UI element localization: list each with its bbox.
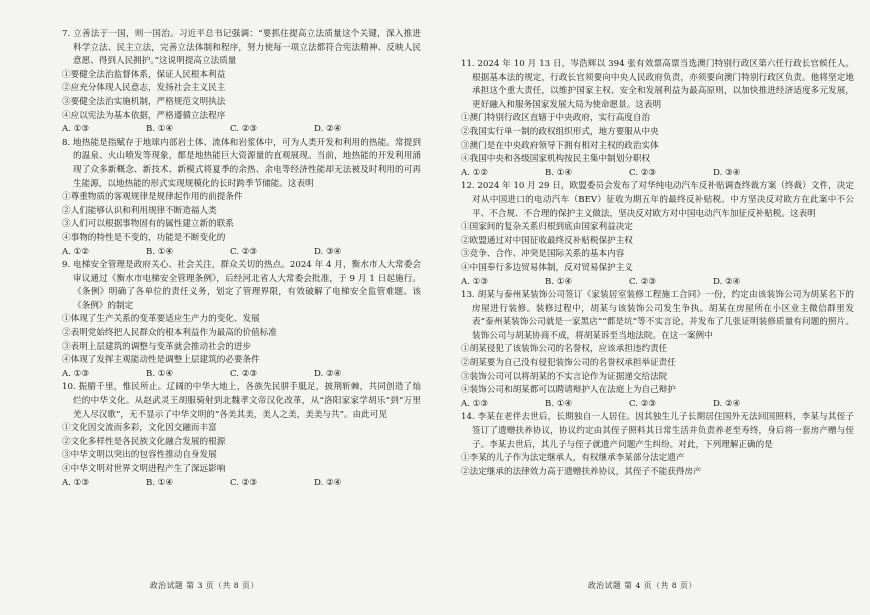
option: ④应以宪法为基本依据，严格遵循立法程序 [62, 110, 226, 121]
option: ③装饰公司可以将胡某的不实言论作为证据递交给法院 [461, 371, 668, 382]
choice-c[interactable]: C. ②③ [629, 167, 657, 178]
choice-a[interactable]: A. ①③ [62, 477, 90, 488]
option: ②欧盟通过对中国征收最终反补贴税保护主权 [461, 235, 633, 246]
choice-b[interactable]: B. ①④ [545, 167, 573, 178]
answer-choices [62, 477, 421, 491]
question-stem: 14. 李某在老伴去世后，长期独自一人居住。因其独生儿子长期居住国外无法回国照料，李某与其侄子签订了遗赠扶养协议，协议约定由其侄子照料其日常生活并负责养老至寿终，身后将一套房产赠与侄子。李某去世后，其儿子与侄子就遗产问题产生纠纷。对此，下列理解正确的是 [461, 412, 854, 450]
option: ③要健全法治实施机制，严格规范文明执法 [62, 96, 226, 107]
option: ①体现了生产关系的变革要适应生产力的变化、发展 [62, 314, 260, 325]
option: ③澳门是在中央政府领导下拥有相对主权的政治实体 [461, 140, 659, 151]
option: ③表明上层建筑的调整与变革就会推动社会的进步 [62, 341, 252, 352]
question-stem: 7. 立善法于一国，则一国治。习近平总书记强调：“要抓住提高立法质量这个关键，深入推进科学立法、民主立法，完善立法体制和程序，努力使每一项立法都符合宪法精神、反映人民意愿、得到人民拥护。”这说明提高立法质量 [62, 29, 421, 67]
question-10 [62, 381, 421, 490]
option: ②胡某要为自己没有侵犯装饰公司的名誉权承担举证责任 [461, 358, 676, 369]
answer-choices [461, 398, 854, 412]
option: ③竞争、合作、冲突是国际关系的基本内容 [461, 249, 625, 260]
choice-c[interactable]: C. ②③ [230, 246, 258, 257]
question-9 [62, 259, 421, 381]
option: ①要健全法治监督体系，保证人民根本利益 [62, 69, 226, 80]
choice-c[interactable]: C. ②③ [629, 398, 657, 409]
option: ②表明党始终把人民群众的根本利益作为最高的价值标准 [62, 328, 277, 339]
choice-a[interactable]: A. ①③ [461, 398, 489, 409]
option: ③人们可以根据事物固有的属性建立新的联系 [62, 219, 234, 230]
question-12 [461, 180, 854, 289]
choice-b[interactable]: B. ①④ [146, 477, 174, 488]
choice-c[interactable]: C. ②③ [230, 124, 258, 135]
option: ①澳门特别行政区直辖于中央政府，实行高度自治 [461, 113, 651, 124]
option: ④中华文明对世界文明进程产生了深远影响 [62, 464, 226, 474]
choice-a[interactable]: A. ①② [461, 167, 489, 178]
question-stem: 11. 2024 年 10 月 13 日，岑浩辉以 394 张有效票高票当选澳门特别行政区第六任行政长官候任人。根据基本法的规定，行政长官须要向中央人民政府负责，亦须要向澳门特别行政区负责。他将坚定地承担这个重大责任，以维护国家主权、安全和发展利益为最高原则，以加快推进经济适度多元发展，更好融入和服务国家发展大局为使命愿景。这表明 [461, 59, 854, 110]
option: ②人们能够认识和利用规律不断造福人类 [62, 205, 217, 216]
option: ④装饰公司和胡某都可以聘请辩护人在法庭上为自己辩护 [461, 385, 676, 396]
choice-d[interactable]: D. ②④ [314, 368, 342, 379]
choice-d[interactable]: D. ②④ [713, 398, 741, 409]
choice-c[interactable]: C. ②③ [230, 368, 258, 379]
choice-c[interactable]: C. ②③ [230, 477, 258, 488]
choice-a[interactable]: A. ①② [62, 246, 90, 257]
choice-d[interactable]: D. ③④ [314, 246, 342, 257]
option: ①尊重物质的客观规律是规律起作用的前提条件 [62, 192, 243, 203]
option: ②法定继承的法律效力高于遗赠扶养协议，其侄子不能获得房产 [461, 466, 702, 477]
question-stem: 9. 电梯安全管理是政府关心、社会关注，群众关切的热点。2024 年 4 月，衡水市人大常委会审议通过《衡水市电梯安全管理条例》，后经河北省人大常委会批准，于 9 月 1 日起施行。《条例》明确了各单位的责任义务，划定了管理界限，有效破解了电梯安全监管难题。该《条例》的制定 [62, 260, 421, 311]
question-stem: 12. 2024 年 10 月 29 日，欧盟委员会发布了对华纯电动汽车反补贴调查终裁方案（终裁）文件，决定对从中国进口的电动汽车（BEV）征收为期五年的最终反补贴税。中方坚决反对欧方在此案中不公平、不合规、不合理的保护主义做法，坚决反对欧方对中国电动汽车加征反补贴税。这表明 [461, 181, 854, 219]
question-stem: 13. 胡某与泰州某装饰公司签订《家装居室装修工程施工合同》一份，约定由该装饰公司为胡某名下的房屋进行装修。装修过程中，胡某与该装饰公司发生争执。胡某在房屋所在小区业主微信群里发表“泰州某装饰公司就是一家黑店”“都是坑”等不实言论，并发布了几张证明装修质量有问题的照片。装饰公司与胡某协商不成，将胡某诉至当地法院。在这一案例中 [461, 290, 854, 341]
option: ①国家间的复杂关系归根到底由国家利益决定 [461, 222, 633, 233]
option: ④事物的特性是不变的，功能是不断变化的 [62, 232, 226, 243]
question-13 [461, 289, 854, 411]
choice-a[interactable]: A. ①③ [62, 124, 90, 135]
option: ①文化因交流而多彩，文化因交融而丰富 [62, 423, 217, 434]
question-7 [62, 28, 421, 137]
option: ③中华文明以突出的包容性推动自身发展 [62, 450, 217, 461]
page-footer-left: 政治试题 第 3 页（共 8 页） [150, 581, 259, 590]
answer-choices [62, 246, 421, 260]
choice-d[interactable]: D. ②④ [314, 477, 342, 488]
choice-d[interactable]: D. ③④ [713, 167, 741, 178]
option: ④体现了发挥主观能动性是调整上层建筑的必要条件 [62, 355, 260, 366]
option: ①胡某侵犯了该装饰公司的名誉权，应该承担违约责任 [461, 344, 668, 355]
choice-d[interactable]: D. ②④ [314, 124, 342, 135]
option: ②我国实行单一制的政权组织形式，地方要服从中央 [461, 126, 659, 137]
answer-choices [461, 167, 854, 181]
choice-b[interactable]: B. ①④ [545, 398, 573, 409]
answer-choices [62, 368, 421, 382]
choice-b[interactable]: B. ①④ [146, 368, 174, 379]
choice-d[interactable]: D. ②④ [713, 276, 741, 287]
option: ④中国奉行多边贸易体制，反对贸易保护主义 [461, 262, 633, 273]
choice-b[interactable]: B. ①④ [146, 124, 174, 135]
question-8 [62, 137, 421, 259]
option: ②文化多样性是各民族文化融合发展的根源 [62, 436, 226, 447]
page-footer-right: 政治试题 第 4 页（共 8 页） [588, 581, 697, 590]
right-page [435, 0, 870, 615]
option: ④我国中央和各级国家机构按民主集中制划分职权 [461, 154, 651, 165]
question-stem: 8. 地热能是指赋存于地球内部岩土体、流体和岩浆体中，可为人类开发和利用的热能。常提到的温泉、火山喷发等现象，都是地热能巨大资源量的直观展现。当前，地热能的开发利用涌现了众多新概念、新技术、新模式将夏季的余热、余电等经济性能却无法被及时利用的可再生能源，以地热能的形式实现规模化的长时跨季节储能。这表明 [62, 137, 421, 189]
choice-a[interactable]: A. ①③ [461, 276, 489, 287]
answer-choices [62, 123, 421, 137]
option: ①李某的儿子作为法定继承人，有权继承李某部分法定遗产 [461, 453, 685, 464]
question-stem: 10. 振腊千里，惟民所止。辽阔的中华大地上，各族先民胼手胝足，披荆斩棘，共同创造了灿烂的中华文化。从赵武灵王胡服骑射到北魏孝文帝汉化改革，从“洛阳家家学胡乐”到“万里羌人尽汉歌”，无不显示了中华文明的“各美其美，美人之美，美美与共”。由此可见 [62, 382, 421, 420]
choice-b[interactable]: B. ①④ [146, 246, 174, 257]
option: ②应充分体现人民意志，发扬社会主义民主 [62, 83, 226, 94]
question-14 [461, 411, 854, 479]
choice-c[interactable]: C. ②③ [629, 276, 657, 287]
answer-choices [461, 276, 854, 290]
choice-b[interactable]: B. ①④ [545, 276, 573, 287]
question-11 [461, 58, 854, 180]
choice-a[interactable]: A. ①③ [62, 368, 90, 379]
